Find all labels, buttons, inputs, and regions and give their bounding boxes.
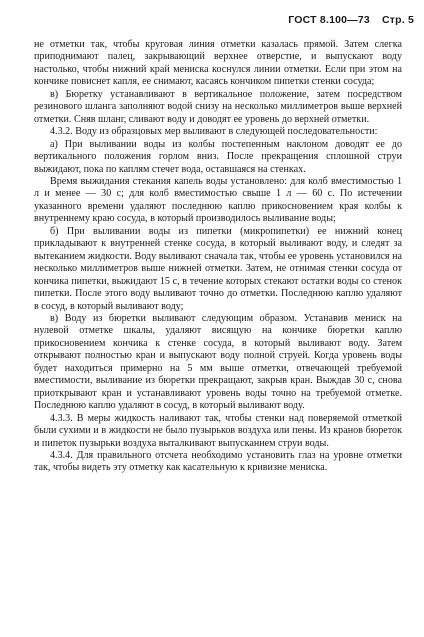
paragraph: а) При выливании воды из колбы постепенным наклоном доводят ее до вертикального положения горлом вниз. После прекращения сплошной струи выжидают, пока по каплям стечет вода, оставшаяся на стенках. — [34, 138, 402, 175]
paragraph: 4.3.4. Для правильного отсчета необходимо установить глаз на уровне отметки так, чтобы видеть эту отметку как касательную к кривизне мениска. — [34, 449, 402, 474]
paragraph: в) Бюретку устанавливают в вертикальное положение, затем посредством резинового шланга заполняют водой снизу на несколько миллиметров выше верхней отметки. Сняв шланг, сливают воду и доводят ее уровень до верхней отметки. — [34, 88, 402, 125]
paragraph: 4.3.2. Воду из образцовых мер выливают в следующей последовательности: — [50, 126, 378, 138]
paragraph: не отметки так, чтобы круговая линия отметки казалась прямой. Затем слегка приподнимают палец, закрывающий верхнее отверстие, и выпускают воду настолько, чтобы нижний край мениска коснулся линии отметки. Если при этом на кончике повиснет капля, ее снимают, касаясь кончиком пипетки стенки сосуда; — [34, 39, 402, 88]
paragraph: б) При выливании воды из пипетки (микропипетки) ее нижний конец прикладывают к внутренней стенке сосуда, в который выливают воду, и следят за вытеканием жидкости. Воду выливают сначала так, чтобы ее уровень установился на несколько миллиметров выше нижней отметки. Затем, не отнимая стенки сосуда от кончика пипетки, выжидают 15 с, в течение которых стекают остатки воды со стенок пипетки. После этого воду выливают точно до отметки. Последнюю каплю удаляют в сосуд, в который выливают воду; — [34, 225, 402, 312]
page-number: Стр. 5 — [381, 14, 414, 26]
paragraph: 4.3.3. В меры жидкость наливают так, чтобы стенки над поверяемой отметкой были сухими и в жидкости не было пузырьков воздуха или пены. Из кранов бюреток и пипеток пузырьки воздуха выталкивают выпусканием струи воды. — [34, 412, 402, 449]
paragraph: в) Воду из бюретки выливают следующим образом. Устанавив мениск на нулевой отметке шкалы, удаляют висящую на кончике бюретки каплю прикосновением кончика к стенке сосуда, в который выливают воду. Затем открывают полностью кран и выпускают воду полной струей. Когда уровень воды будет находиться примерно на 5 мм выше отметки, отвечающей требуемой вместимости, выливание из бюретки прекращают, закрыв кран. Выждав 30 с, снова приоткрывают кран и устанавливают уровень воды точно на требуемой отметке. Последнюю каплю удаляют в сосуд, в который выливают воду. — [34, 312, 402, 412]
body-text — [34, 39, 402, 475]
page-header — [288, 14, 414, 26]
standard-number: ГОСТ 8.100—73 — [288, 14, 370, 26]
paragraph: Время выжидания стекания капель воды установлено: для колб вместимостью 1 л и менее — 30 с; для колб вместимостью свыше 1 л — 60 с. По истечении указанного времени удаляют последнюю каплю прикосновением края колбы к внутреннему краю сосуда, в который производилось выливание воды; — [34, 175, 402, 225]
